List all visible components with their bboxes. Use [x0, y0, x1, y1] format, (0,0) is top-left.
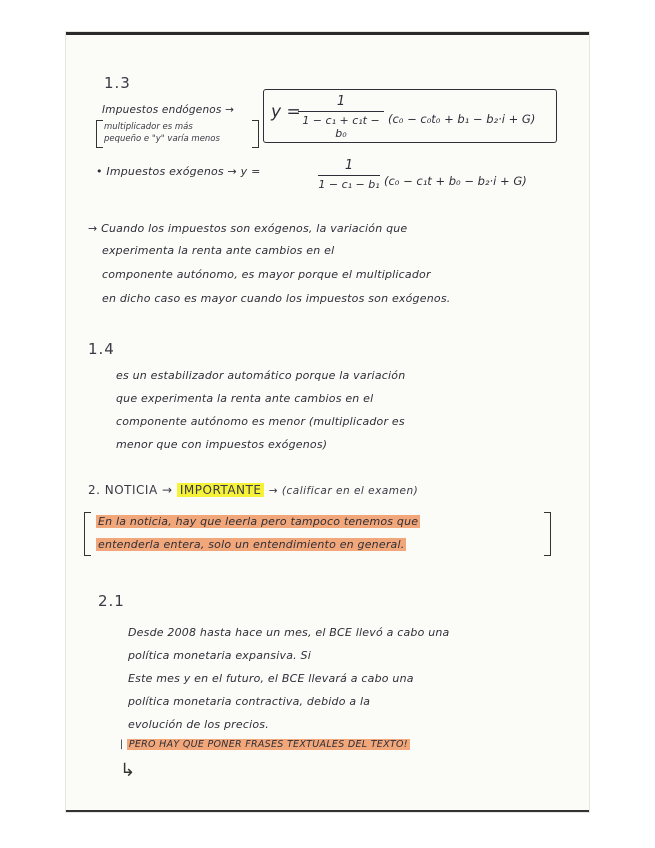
exogenous-autonomous-terms: (c₀ − c₁t + b₀ − b₂·i + G) — [384, 174, 527, 188]
section-2-heading — [88, 483, 418, 497]
notebook-page — [66, 32, 589, 812]
s21-paragraph-line-3: Este mes y en el futuro, el BCE llevará a cabo una — [128, 672, 414, 685]
section-2-bracket-line-1 — [96, 515, 420, 528]
endogenous-denominator: 1 − c₁ + c₁t − b₀ — [302, 114, 380, 140]
endogenous-label: Impuestos endógenos → — [102, 104, 235, 116]
exogenous-denominator: 1 − c₁ − b₁ — [318, 178, 380, 191]
s14-paragraph-line-3: componente autónomo es menor (multiplicador es — [116, 415, 405, 428]
endogenous-note-line-1: multiplicador es más — [104, 122, 193, 132]
s21-end-arrow-icon: ↳ — [120, 760, 136, 781]
endogenous-autonomous-terms: (c₀ − c₀t₀ + b₁ − b₂·i + G) — [388, 112, 536, 126]
s14-paragraph-line-2: que experimenta la renta ante cambios en el — [116, 392, 374, 405]
s21-note-highlight: PERO HAY QUE PONER FRASES TEXTUALES DEL TEXTO! — [128, 739, 408, 750]
s13-paragraph-line-3: componente autónomo, es mayor porque el multiplicador — [102, 268, 431, 281]
endogenous-note-line-2: pequeño e "y" varía menos — [104, 134, 220, 144]
section-2-lead: 2. NOTICIA → — [88, 483, 173, 497]
note-bracket-left — [96, 120, 103, 148]
endogenous-multiplier — [298, 94, 384, 140]
highlight-bracket-left — [84, 512, 91, 556]
page-top-edge — [66, 32, 589, 35]
section-2-tail: → (calificar en el examen) — [268, 485, 419, 497]
s21-paragraph-line-4: política monetaria contractiva, debido a la — [128, 695, 371, 708]
s14-paragraph-line-4: menor que con impuestos exógenos) — [116, 438, 328, 451]
section-2-bracket-text-1: En la noticia, hay que leerla pero tampoco tenemos que — [98, 515, 419, 528]
s13-paragraph-line-2: experimenta la renta ante cambios en el — [102, 244, 335, 257]
endogenous-y-equals: y = — [271, 102, 301, 122]
important-highlight: IMPORTANTE — [177, 483, 265, 497]
section-number-1-3: 1.3 — [104, 74, 131, 92]
s21-note-line: | PERO HAY QUE PONER FRASES TEXTUALES DEL TEXTO! — [120, 739, 408, 750]
exogenous-label: • Impuestos exógenos → y = — [96, 165, 261, 178]
section-number-1-4: 1.4 — [88, 340, 115, 358]
endogenous-numerator: 1 — [336, 94, 346, 109]
highlight-bracket-right — [544, 512, 551, 556]
s13-paragraph-line-1: → Cuando los impuestos son exógenos, la variación que — [88, 222, 408, 235]
s21-paragraph-line-2: política monetaria expansiva. Si — [128, 649, 311, 662]
page-bottom-edge — [66, 810, 589, 812]
exogenous-multiplier — [318, 158, 380, 191]
s13-paragraph-line-4: en dicho caso es mayor cuando los impuestos son exógenos. — [102, 292, 451, 305]
s14-paragraph-line-1: es un estabilizador automático porque la variación — [116, 369, 406, 382]
note-bracket-right — [252, 120, 259, 148]
section-2-bracket-line-2 — [96, 538, 406, 551]
s21-paragraph-line-1: Desde 2008 hasta hace un mes, el BCE llevó a cabo una — [128, 626, 450, 639]
exogenous-numerator: 1 — [344, 158, 354, 173]
section-2-bracket-text-2: entenderla entera, solo un entendimiento en general. — [98, 538, 405, 551]
section-number-2-1: 2.1 — [98, 592, 125, 610]
s21-paragraph-line-5: evolución de los precios. — [128, 718, 269, 731]
